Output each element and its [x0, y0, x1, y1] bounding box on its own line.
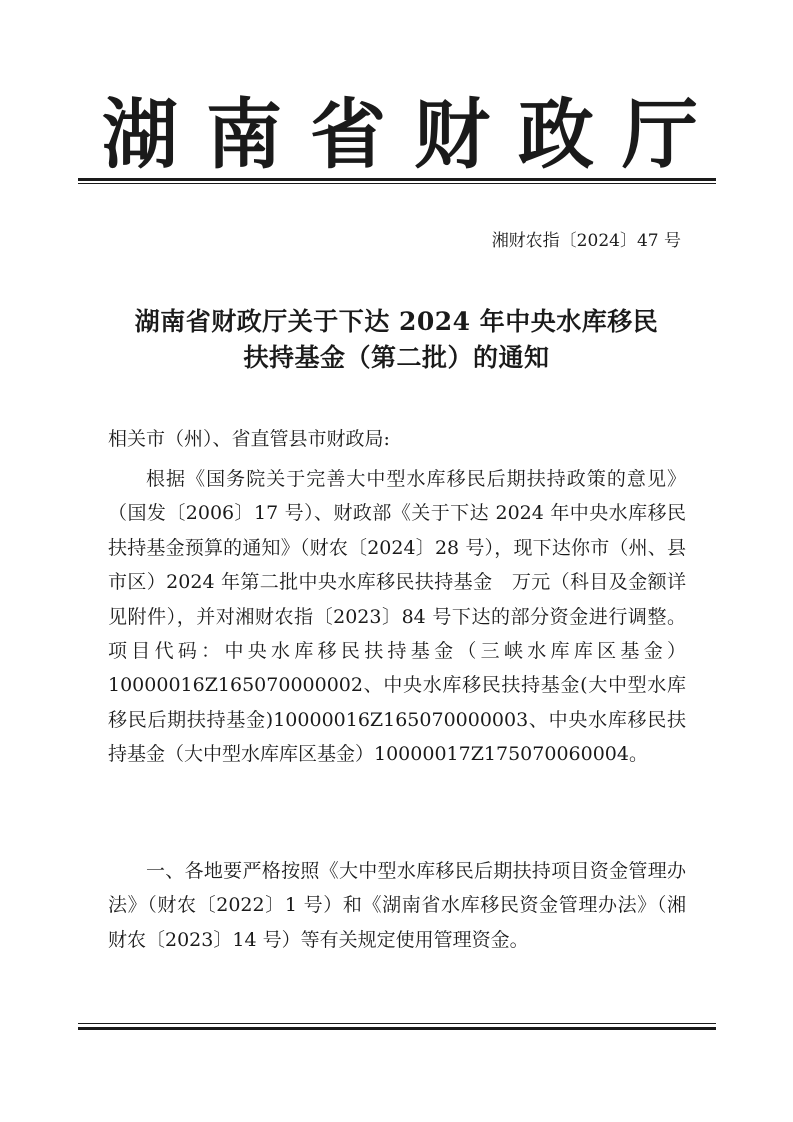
masthead-title — [90, 78, 710, 178]
footer-divider-thin — [78, 1023, 716, 1024]
document-title-line1: 湖南省财政厅关于下达 2024 年中央水库移民 — [134, 307, 659, 336]
masthead-divider-thin — [78, 183, 716, 184]
body-paragraph-2: 一、各地要严格按照《大中型水库移民后期扶持项目资金管理办法》（财农〔2022〕1 号）和《湖南省水库移民资金管理办法》（湘财农〔2023〕14 号）等有关规定使用管理资金。 — [108, 860, 686, 951]
masthead-char: 财 — [414, 89, 490, 179]
masthead-char: 南 — [206, 89, 282, 179]
footer-divider-thick — [78, 1027, 716, 1030]
masthead-divider-thick — [78, 178, 716, 181]
masthead-char: 政 — [518, 89, 594, 179]
salutation: 相关市（州）、省直管县市财政局: — [108, 428, 390, 450]
masthead-char: 厅 — [622, 89, 698, 179]
document-title-line2: 扶持基金（第二批）的通知 — [243, 343, 550, 372]
masthead-char: 省 — [310, 89, 386, 179]
body-paragraph-1: 根据《国务院关于完善大中型水库移民后期扶持政策的意见》（国发〔2006〕17 号）、财政部《关于下达 2024 年中央水库移民扶持基金预算的通知》（财农〔2024〕28 号），现下达你市（州、县市区）2024 年第二批中央水库移民扶持基金 万元（科目及金额详见附件），并对湘财农指〔2023〕84 号下达的部分资金进行调整。项目代码：中央水库移民扶持基金（三峡水库库区基金）10000016Z165070000002、中央水库移民扶持基金(大中型水库移民后期扶持基金)10000016Z165070000003、中央水库移民扶持基金（大中型水库库区基金）10000017Z175070060004。 — [108, 468, 686, 766]
document-number: 湘财农指〔2024〕47 号 — [491, 231, 681, 251]
masthead-char: 湖 — [102, 89, 178, 179]
